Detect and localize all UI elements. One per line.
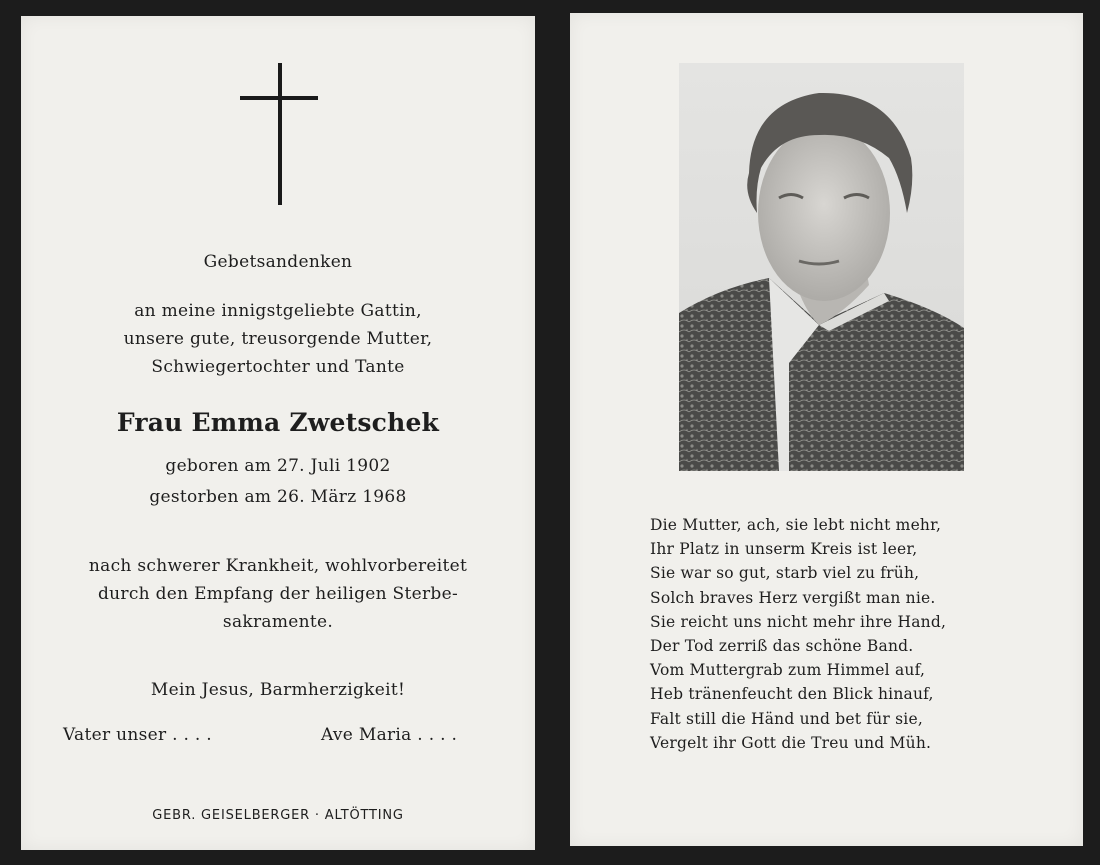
invocation: Mein Jesus, Barmherzigkeit! [150, 680, 406, 700]
poem-line: Die Mutter, ach, sie lebt nicht mehr, [650, 516, 942, 534]
printer-imprint: GEBR. GEISELBERGER · ALTÖTTING [152, 808, 404, 823]
poem-line: Vergelt ihr Gott die Treu und Müh. [650, 733, 932, 752]
portrait-illustration [679, 63, 964, 471]
poem-line: Solch braves Herz vergißt man nie. [650, 588, 936, 607]
death-note-line: nach schwerer Krankheit, wohlvorbereitet [88, 556, 468, 576]
cross-icon-bar [240, 96, 318, 100]
death-date: gestorben am 26. März 1968 [149, 487, 407, 507]
prayer-ave-maria: Ave Maria . . . . [321, 725, 458, 745]
death-note-line: durch den Empfang der heiligen Sterbe- [97, 584, 459, 604]
poem-line: Der Tod zerriß das schöne Band. [650, 637, 914, 656]
poem-line: Falt still die Händ und bet für sie, [650, 709, 923, 728]
card-heading: Gebetsandenken [203, 252, 353, 272]
right-card [570, 13, 1083, 846]
cross-icon [278, 63, 282, 205]
poem [650, 513, 1000, 755]
dedication-line: Schwiegertochter und Tante [151, 357, 405, 377]
death-note-line: sakramente. [222, 612, 334, 632]
prayer-vater-unser: Vater unser . . . . [63, 725, 213, 745]
poem-line: Ihr Platz in unserm Kreis ist leer, [650, 540, 918, 559]
poem-line: Vom Muttergrab zum Himmel auf, [650, 661, 926, 680]
portrait-photo [679, 63, 964, 471]
poem-line: Sie reicht uns nicht mehr ihre Hand, [650, 612, 947, 631]
deceased-name: Frau Emma Zwetschek [116, 408, 440, 437]
birth-date: geboren am 27. Juli 1902 [165, 456, 391, 476]
poem-line: Sie war so gut, starb viel zu früh, [650, 564, 920, 583]
dedication-line: an meine innigstgeliebte Gattin, [134, 301, 422, 321]
left-card [21, 16, 535, 850]
poem-line: Heb tränenfeucht den Blick hinauf, [650, 685, 934, 704]
dedication-line: unsere gute, treusorgende Mutter, [123, 329, 433, 349]
